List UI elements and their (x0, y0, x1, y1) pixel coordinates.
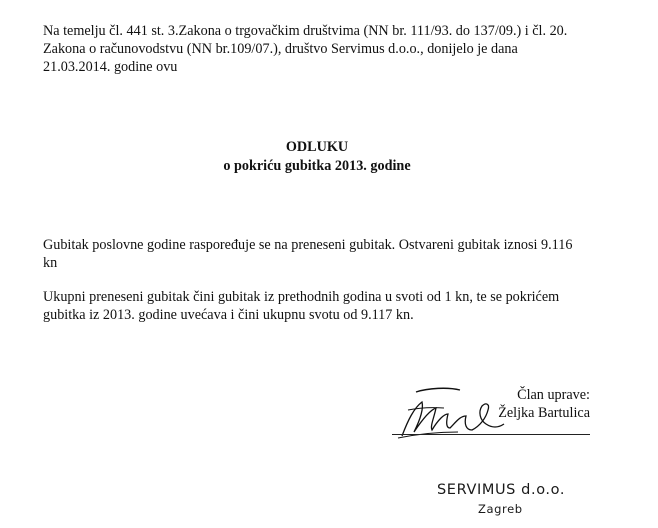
handwritten-signature-icon (388, 380, 508, 450)
body-paragraph-2 (43, 288, 623, 324)
intro-line-3: 21.03.2014. godine ovu (43, 59, 178, 75)
decision-subtitle: o pokriću gubitka 2013. godine (223, 158, 411, 174)
decision-title: ODLUKU (285, 139, 349, 155)
body-paragraph-1-line-2: kn (43, 255, 58, 271)
signatory-name: Željka Bartulica (498, 405, 590, 421)
intro-paragraph (43, 22, 623, 76)
signature-block (498, 386, 590, 422)
company-stamp-city: Zagreb (478, 502, 523, 516)
decision-heading (0, 138, 634, 176)
intro-line-2: Zakona o računovodstvu (NN br.109/07.), društvo Servimus d.o.o., donijelo je dana (43, 41, 518, 57)
signature-line (392, 434, 590, 435)
company-stamp: SERVIMUS d.o.o. (437, 482, 566, 498)
intro-line-1: Na temelju čl. 441 st. 3.Zakona o trgovačkim društvima (NN br. 111/93. do 137/09.) i čl. 20. (43, 23, 568, 39)
body-paragraph-2-line-2: gubitka iz 2013. godine uvećava i čini ukupnu svotu od 9.117 kn. (43, 307, 414, 323)
signatory-role: Član uprave: (517, 387, 590, 403)
body-paragraph-1-line-1: Gubitak poslovne godine raspoređuje se na preneseni gubitak. Ostvareni gubitak iznosi 9.116 (43, 237, 573, 253)
body-paragraph-2-line-1: Ukupni preneseni gubitak čini gubitak iz prethodnih godina u svoti od 1 kn, te se pokrićem (43, 289, 560, 305)
body-paragraph-1 (43, 236, 623, 272)
